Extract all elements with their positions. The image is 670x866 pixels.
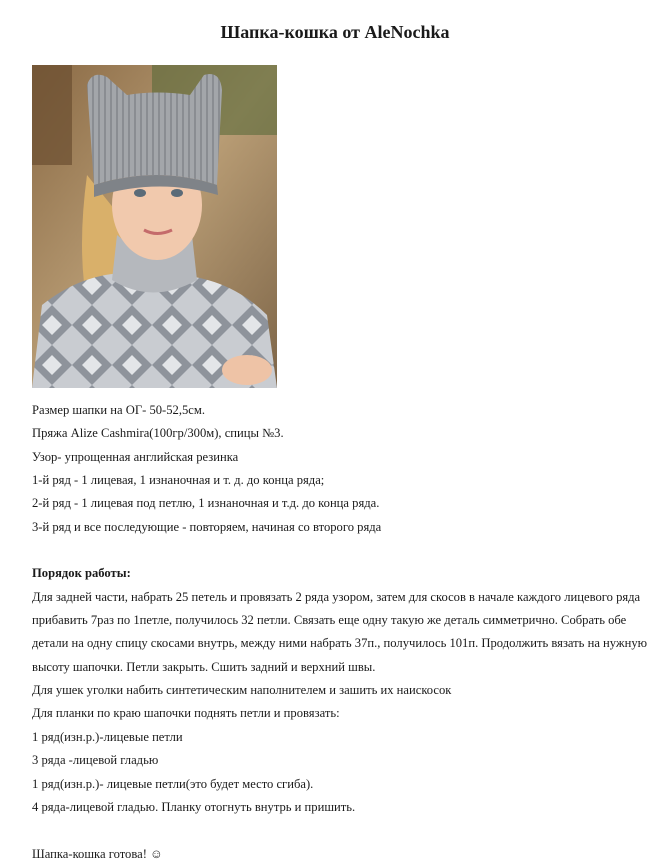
spec-size: Размер шапки на ОГ- 50-52,5см. — [32, 403, 205, 417]
spec-row-1: 1-й ряд - 1 лицевая, 1 изнаночная и т. д. до конца ряда; — [32, 473, 325, 488]
work-line: 3 ряда -лицевой гладью — [32, 753, 159, 768]
spec-row-3: 3-й ряд и все последующие - повторяем, начиная со второго ряда — [32, 519, 382, 534]
work-line: 4 ряда-лицевой гладью. Планку отогнуть внутрь и пришить. — [32, 799, 356, 814]
work-line: детали на одну спицу скосами внутрь, между ними набрать 37п., получилось 101п. Продолжить вязать на нужную — [32, 636, 648, 651]
work-line: Для ушек уголки набить синтетическим наполнителем и зашить их наискосок — [32, 683, 452, 698]
work-line: высоту шапочки. Петли закрыть. Сшить задний и верхний швы. — [32, 659, 376, 674]
work-line: 1 ряд(изн.р.)-лицевые петли — [32, 729, 183, 744]
page-title: Шапка-кошка от AleNochka — [220, 22, 450, 42]
finale-text: Шапка-кошка готова! ☺ — [32, 846, 163, 861]
spec-row-2: 2-й ряд - 1 лицевая под петлю, 1 изнаночная и т.д. до конца ряда. — [32, 496, 380, 511]
work-line: прибавить 7раз по 1петле, получилось 32 петли. Связать еще одну такую же деталь симметрично. Собрать обе — [32, 613, 627, 628]
work-line: Для планки по краю шапочки поднять петли и провязать: — [32, 706, 340, 721]
hat-photo — [32, 65, 277, 388]
work-line: Для задней части, набрать 25 петель и провязать 2 ряда узором, затем для скосов в начале каждого лицевого ряда — [32, 589, 641, 604]
work-line: 1 ряд(изн.р.)- лицевые петли(это будет место сгиба). — [32, 776, 314, 791]
pattern-text — [32, 399, 662, 866]
blank-line — [32, 539, 662, 562]
spec-pattern: Узор- упрощенная английская резинка — [32, 449, 239, 464]
spec-yarn: Пряжа Alize Cashmira(100гр/300м), спицы №3. — [32, 426, 284, 441]
work-heading: Порядок работы: — [32, 566, 131, 581]
blank-line — [32, 819, 662, 842]
